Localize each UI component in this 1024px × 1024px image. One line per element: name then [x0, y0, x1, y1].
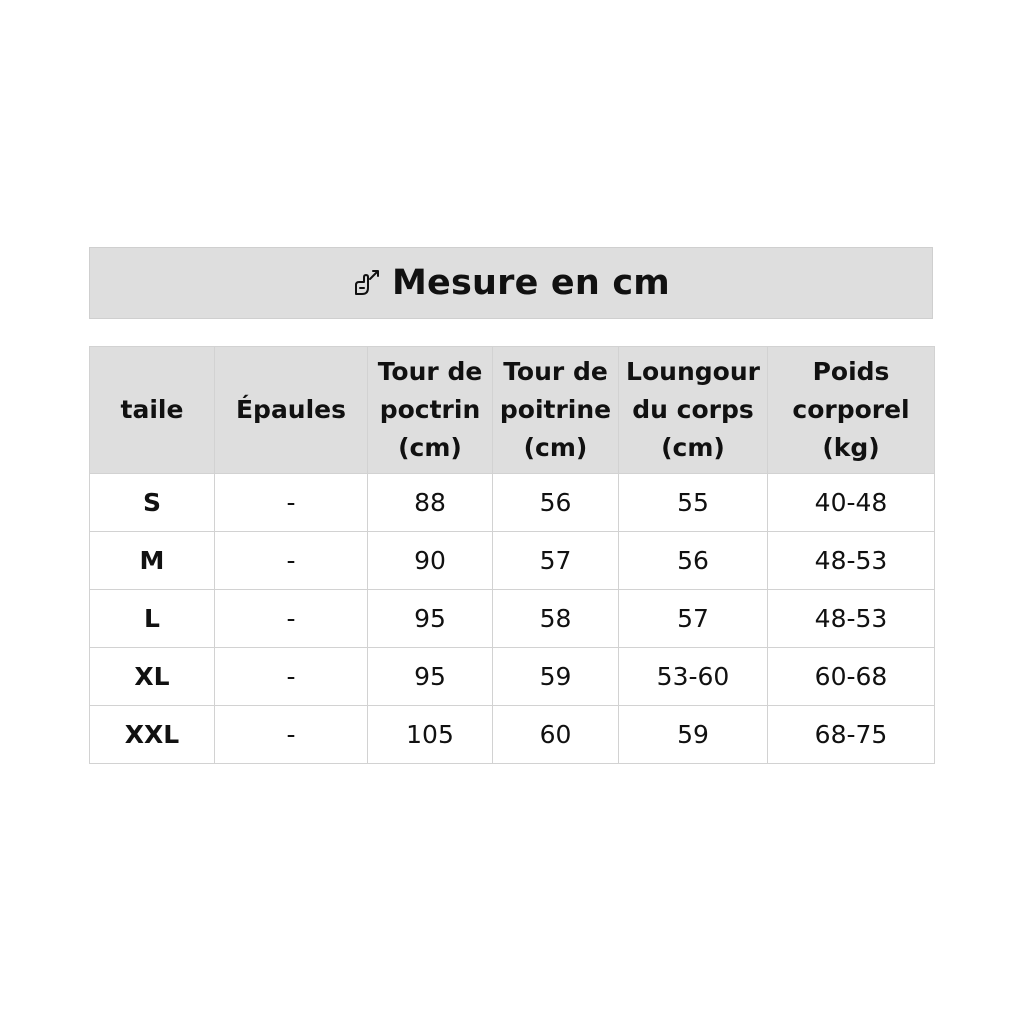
chest-1-cell: 90 — [368, 532, 493, 590]
body-weight-cell: 40-48 — [768, 474, 935, 532]
header-body-weight: Poids corporel (kg) — [768, 347, 935, 474]
size-chart-table — [89, 346, 935, 764]
body-weight-cell: 48-53 — [768, 532, 935, 590]
body-length-cell: 55 — [619, 474, 768, 532]
chest-1-cell: 88 — [368, 474, 493, 532]
shoulders-cell: - — [215, 532, 368, 590]
size-cell: XL — [90, 648, 215, 706]
header-chest-2: Tour de poitrine (cm) — [493, 347, 619, 474]
chest-1-cell: 95 — [368, 590, 493, 648]
shoulders-cell: - — [215, 474, 368, 532]
header-chest-1: Tour de poctrin (cm) — [368, 347, 493, 474]
body-length-cell: 57 — [619, 590, 768, 648]
chest-1-cell: 105 — [368, 706, 493, 764]
size-cell: M — [90, 532, 215, 590]
table-row — [90, 474, 935, 532]
chest-1-cell: 95 — [368, 648, 493, 706]
chest-2-cell: 56 — [493, 474, 619, 532]
header-shoulders: Épaules — [215, 347, 368, 474]
shoulders-cell: - — [215, 706, 368, 764]
body-weight-cell: 68-75 — [768, 706, 935, 764]
header-size: taile — [90, 347, 215, 474]
chest-2-cell: 59 — [493, 648, 619, 706]
table-row — [90, 590, 935, 648]
header-row — [90, 347, 935, 474]
table-row — [90, 706, 935, 764]
body-weight-cell: 48-53 — [768, 590, 935, 648]
body-length-cell: 59 — [619, 706, 768, 764]
hand-measure-icon — [352, 268, 382, 298]
size-cell: XXL — [90, 706, 215, 764]
size-cell: S — [90, 474, 215, 532]
table-row — [90, 532, 935, 590]
chest-2-cell: 57 — [493, 532, 619, 590]
chest-2-cell: 58 — [493, 590, 619, 648]
header-body-length: Loungour du corps (cm) — [619, 347, 768, 474]
body-length-cell: 56 — [619, 532, 768, 590]
shoulders-cell: - — [215, 648, 368, 706]
page-title: Mesure en cm — [392, 263, 670, 303]
body-length-cell: 53-60 — [619, 648, 768, 706]
shoulders-cell: - — [215, 590, 368, 648]
body-weight-cell: 60-68 — [768, 648, 935, 706]
chest-2-cell: 60 — [493, 706, 619, 764]
title-banner — [89, 247, 933, 319]
table-row — [90, 648, 935, 706]
size-cell: L — [90, 590, 215, 648]
